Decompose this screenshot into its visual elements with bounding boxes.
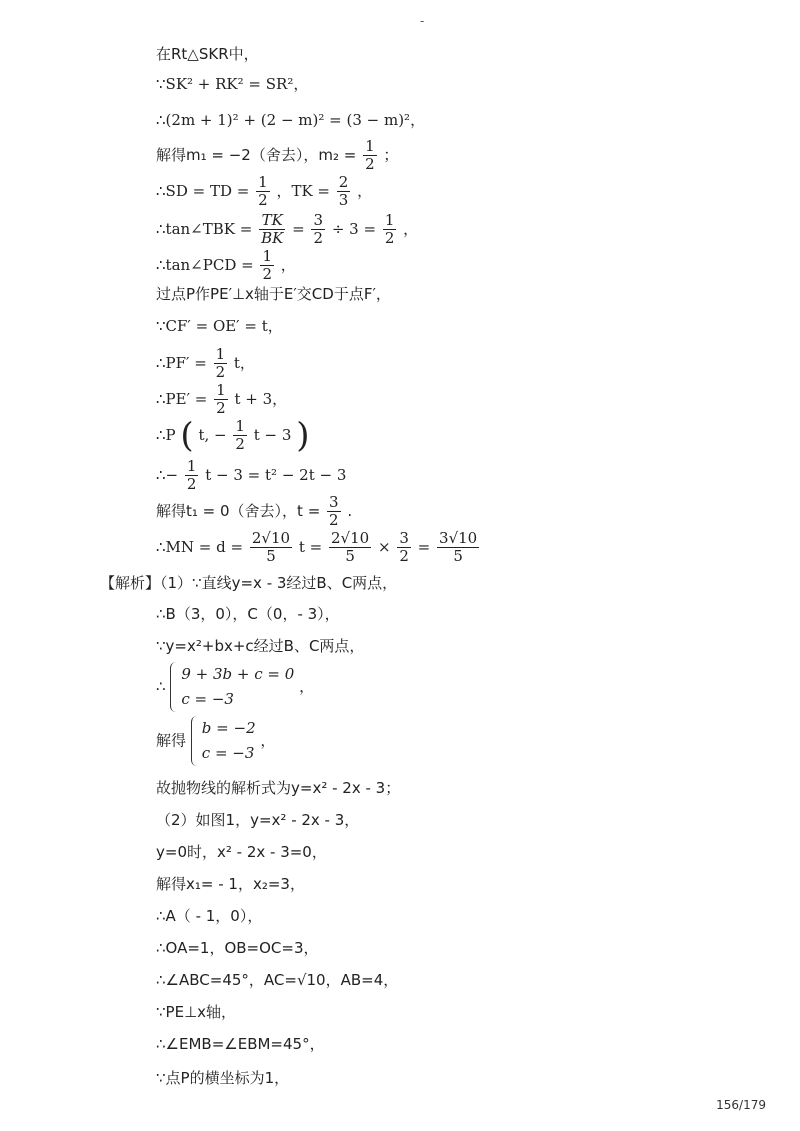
l6-num3: 1 [384,211,395,229]
l14-frac [327,494,341,529]
l12-in1: t, − [198,426,227,444]
l15-times: × [377,538,391,556]
l6-num2: 3 [313,211,324,229]
l15-frac3 [397,530,411,565]
l11-pre: ∴PE′ = [156,390,208,408]
l6-den1: BK [261,229,284,247]
l11-post: t + 3， [234,390,288,408]
solution-line-4 [156,662,314,712]
l15-den4: 5 [453,547,463,565]
l4-pre: 解得m₁ = −2（舍去），m₂ = [156,146,357,164]
l6-post: ， [403,220,419,238]
l6-mid: ÷ 3 = [331,220,377,238]
l11-num: 1 [216,381,226,399]
line-15 [156,530,481,565]
l5-pre: ∴SD = TD = [156,182,250,200]
l5-post: ， [357,182,373,200]
solution-line-14: ∴∠EMB=∠EBM=45°， [156,1035,325,1053]
solution-line-15: ∵点P的横坐标为1， [156,1069,290,1087]
l5-den1: 2 [258,191,268,209]
line-14 [156,494,352,529]
s5-post: ， [260,731,276,750]
l10-frac [214,346,228,381]
l7-frac [260,248,274,283]
line-3: ∴(2m + 1)² + (2 − m)² = (3 − m)²， [156,111,426,129]
line-11 [156,382,287,417]
l7-num: 1 [262,247,273,265]
solution-line-7: （2）如图1，y=x² - 2x - 3， [156,811,360,829]
solution-line-8: y=0时，x² - 2x - 3=0， [156,843,327,861]
s4-eq1: 9 + 3b + c = 0 [181,665,295,683]
line-10 [156,346,255,381]
s5-system [191,716,256,766]
top-mark: - [420,14,425,28]
l12-num: 1 [235,417,245,435]
l15-pre: ∴MN = d = [156,538,244,556]
line-13 [156,458,346,493]
l13-frac [185,458,199,493]
solution-line-12: ∴∠ABC=45°，AC=√10，AB=4， [156,971,399,989]
l15-den1: 5 [266,547,276,565]
l6-den3: 2 [384,229,395,247]
l5-frac1 [256,174,270,209]
line-7 [156,248,296,283]
solution-line-9: 解得x₁= - 1，x₂=3， [156,875,305,893]
l6-pre: ∴tan∠TBK = [156,220,253,238]
l10-num: 1 [215,345,226,363]
l15-num4: 3√10 [439,529,478,547]
s5-pre: 解得 [156,731,187,750]
l14-den: 2 [329,511,339,529]
l11-den: 2 [216,399,226,417]
line-9: ∵CF′ = OE′ = t， [156,317,283,335]
l13-den: 2 [186,475,197,493]
l7-pre: ∴tan∠PCD = [156,256,254,274]
l14-pre: 解得t₁ = 0（舍去），t = [156,502,321,520]
l6-num1: TK [259,212,285,230]
l5-frac2 [337,174,351,209]
l7-post: ， [280,256,296,274]
line-6 [156,212,418,247]
l11-frac [214,382,228,417]
l13-pre: ∴− [156,466,179,484]
l15-t: t = [298,538,323,556]
s4-eq2: c = −3 [181,690,234,708]
s4-post: ， [299,677,315,696]
solution-line-3: ∵y=x²+bx+c经过B、C两点， [156,637,365,655]
line-12 [156,415,310,456]
l12-close-paren: ) [296,415,310,456]
l12-in2: t − 3 [253,426,292,444]
solution-line-5 [156,716,275,766]
l15-frac2 [329,530,371,565]
l14-num: 3 [329,493,339,511]
l4-num: 1 [365,137,375,155]
l12-frac [233,418,247,453]
solution-line-13: ∵PE⊥x轴， [156,1003,237,1021]
solution-line-1: （1）∵直线y=x - 3经过B、C两点， [160,574,398,592]
l13-post: t − 3 = t² − 2t − 3 [205,466,347,484]
l6-frac3 [383,212,397,247]
l15-num2: 2√10 [331,529,370,547]
l4-den: 2 [365,155,375,173]
solution-line-11: ∴OA=1，OB=OC=3， [156,939,319,957]
l4-post: ； [383,146,399,164]
l15-frac4 [437,530,479,565]
l10-post: t， [233,354,255,372]
s4-pre: ∴ [156,677,166,696]
line-2: ∵SK² + RK² = SR²， [156,75,309,93]
s5-eq2: c = −3 [201,744,255,762]
s4-system [170,662,294,712]
l13-num: 1 [186,457,197,475]
line-5 [156,174,372,209]
l7-den: 2 [262,265,273,283]
l5-num1: 1 [258,173,268,191]
l12-pre: ∴P [156,426,176,444]
l6-frac1 [259,212,285,247]
l15-num1: 2√10 [251,529,291,547]
analysis-block-first [100,572,397,593]
l12-open-paren: ( [180,415,194,456]
l15-den2: 5 [345,547,355,565]
line-1: 在Rt△SKR中， [156,45,259,63]
solution-line-2: ∴B（3，0），C（0，- 3）， [156,605,340,623]
l6-eq: = [292,220,305,238]
line-4 [156,138,398,173]
solution-line-10: ∴A（ - 1，0）， [156,907,263,925]
line-8: 过点P作PE′⊥x轴于E′交CD于点F′， [156,285,391,303]
l5-num2: 2 [338,173,349,191]
l5-mid: ，TK = [276,182,330,200]
l6-frac2 [311,212,325,247]
l15-eq: = [417,538,431,556]
l10-pre: ∴PF′ = [156,354,207,372]
l15-num3: 3 [399,529,409,547]
page-number: 156/179 [716,1098,766,1112]
l10-den: 2 [215,363,226,381]
l15-frac1 [250,530,292,565]
solution-line-6: 故抛物线的解析式为y=x² - 2x - 3； [156,779,401,797]
l6-den2: 2 [313,229,324,247]
analysis-label: 【解析】 [100,574,161,592]
s5-eq1: b = −2 [201,719,256,737]
l12-den: 2 [235,435,245,453]
l15-den3: 2 [399,547,409,565]
l14-post: . [347,502,353,520]
l4-frac [363,138,377,173]
l5-den2: 3 [338,191,349,209]
